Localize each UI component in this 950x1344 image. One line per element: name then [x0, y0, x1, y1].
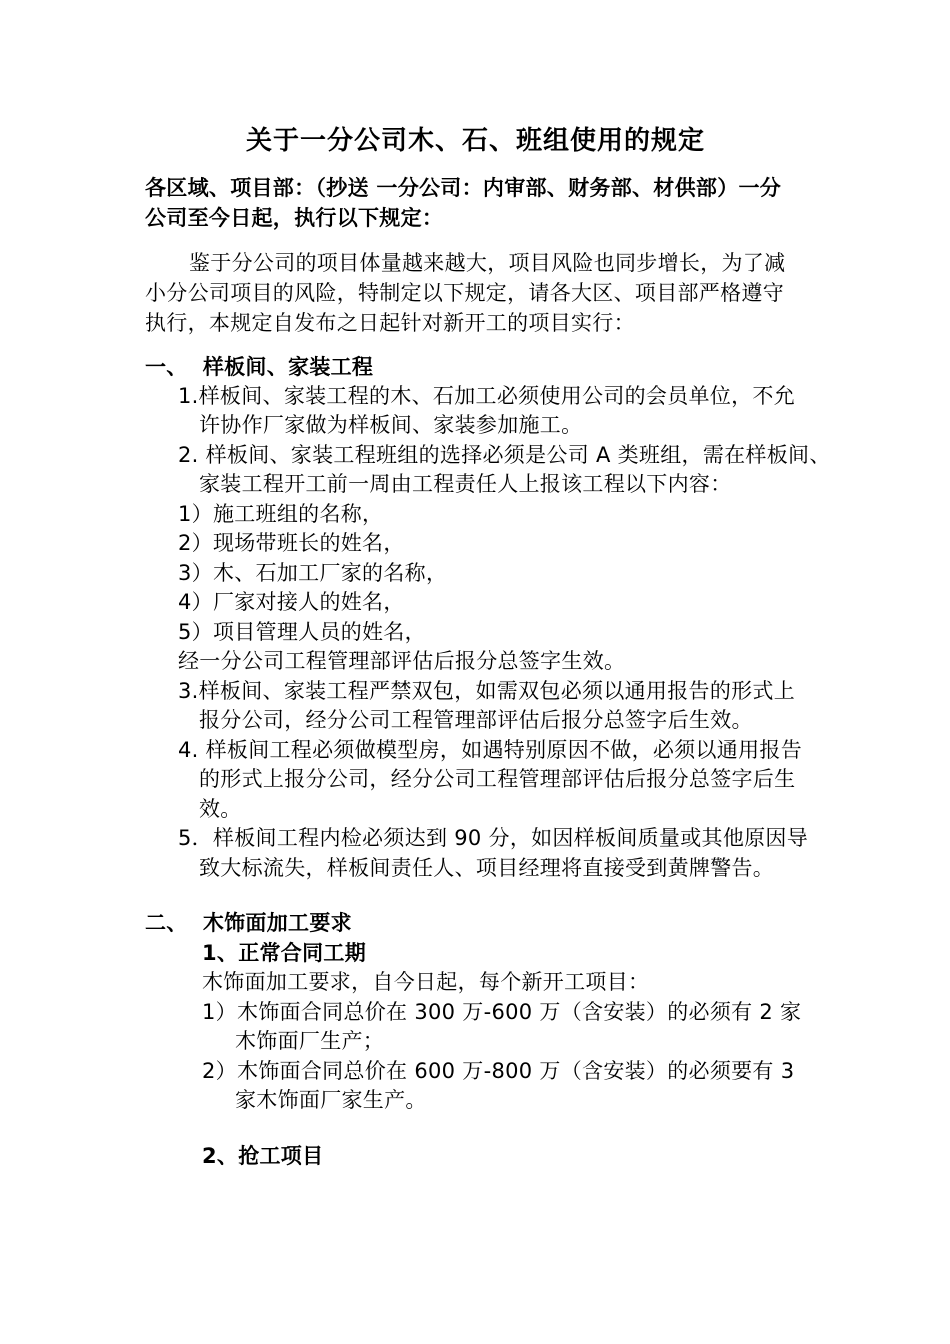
list-item: 2）木饰面合同总价在 600 万-800 万（含安装）的必须要有 3 [202, 1059, 795, 1083]
list-item: 致大标流失，样板间责任人、项目经理将直接受到黄牌警告。 [199, 856, 775, 880]
document-title: 关于一分公司木、石、班组使用的规定 [246, 126, 706, 156]
sub-list-item: 3）木、石加工厂家的名称， [178, 561, 448, 585]
subsection-heading: 1、正常合同工期 [202, 941, 367, 965]
sub-list-item: 4）厂家对接人的姓名， [178, 590, 405, 614]
subsection-text: 木饰面加工要求，自今日起，每个新开工项目： [202, 970, 650, 994]
intro-line: 鉴于分公司的项目体量越来越大，项目风险也同步增长，为了减 [189, 251, 786, 275]
sub-list-item: 1）施工班组的名称， [178, 502, 384, 526]
list-item: 家装工程开工前一周由工程责任人上报该工程以下内容： [199, 472, 732, 496]
list-item: 3.样板间、家装工程严禁双包，如需双包必须以通用报告的形式上 [178, 679, 796, 703]
list-item: 家木饰面厂家生产。 [235, 1088, 427, 1112]
section-heading: 二、 木饰面加工要求 [145, 911, 352, 935]
sub-list-item: 5）项目管理人员的姓名， [178, 620, 426, 644]
addressee-line: 公司至今日起，执行以下规定： [145, 206, 444, 230]
list-item: 报分公司，经分公司工程管理部评估后报分总签字后生效。 [199, 708, 753, 732]
list-item: 许协作厂家做为样板间、家装参加施工。 [199, 413, 583, 437]
list-item: 1.样板间、家装工程的木、石加工必须使用公司的会员单位，不允 [178, 384, 796, 408]
addressee-line: 各区域、项目部：（抄送 一分公司：内审部、财务部、材供部）一分 [145, 176, 782, 200]
list-item: 1）木饰面合同总价在 300 万-600 万（含安装）的必须有 2 家 [202, 1000, 802, 1024]
intro-line: 执行，本规定自发布之日起针对新开工的项目实行： [145, 311, 635, 335]
list-item: 木饰面厂生产； [235, 1029, 385, 1053]
list-item: 2. 样板间、家装工程班组的选择必须是公司 A 类班组，需在样板间、 [178, 443, 831, 467]
sub-list-item: 2）现场带班长的姓名， [178, 531, 405, 555]
list-item: 的形式上报分公司，经分公司工程管理部评估后报分总签字后生 [199, 767, 796, 791]
approval-note: 经一分公司工程管理部评估后报分总签字生效。 [178, 649, 626, 673]
list-item: 5．样板间工程内检必须达到 90 分，如因样板间质量或其他原因导 [178, 826, 809, 850]
section-heading: 一、 样板间、家装工程 [145, 355, 374, 379]
list-item: 效。 [199, 797, 242, 821]
intro-line: 小分公司项目的风险，特制定以下规定，请各大区、项目部严格遵守 [145, 281, 784, 305]
subsection-heading: 2、抢工项目 [202, 1144, 324, 1168]
list-item: 4. 样板间工程必须做模型房，如遇特别原因不做，必须以通用报告 [178, 738, 803, 762]
